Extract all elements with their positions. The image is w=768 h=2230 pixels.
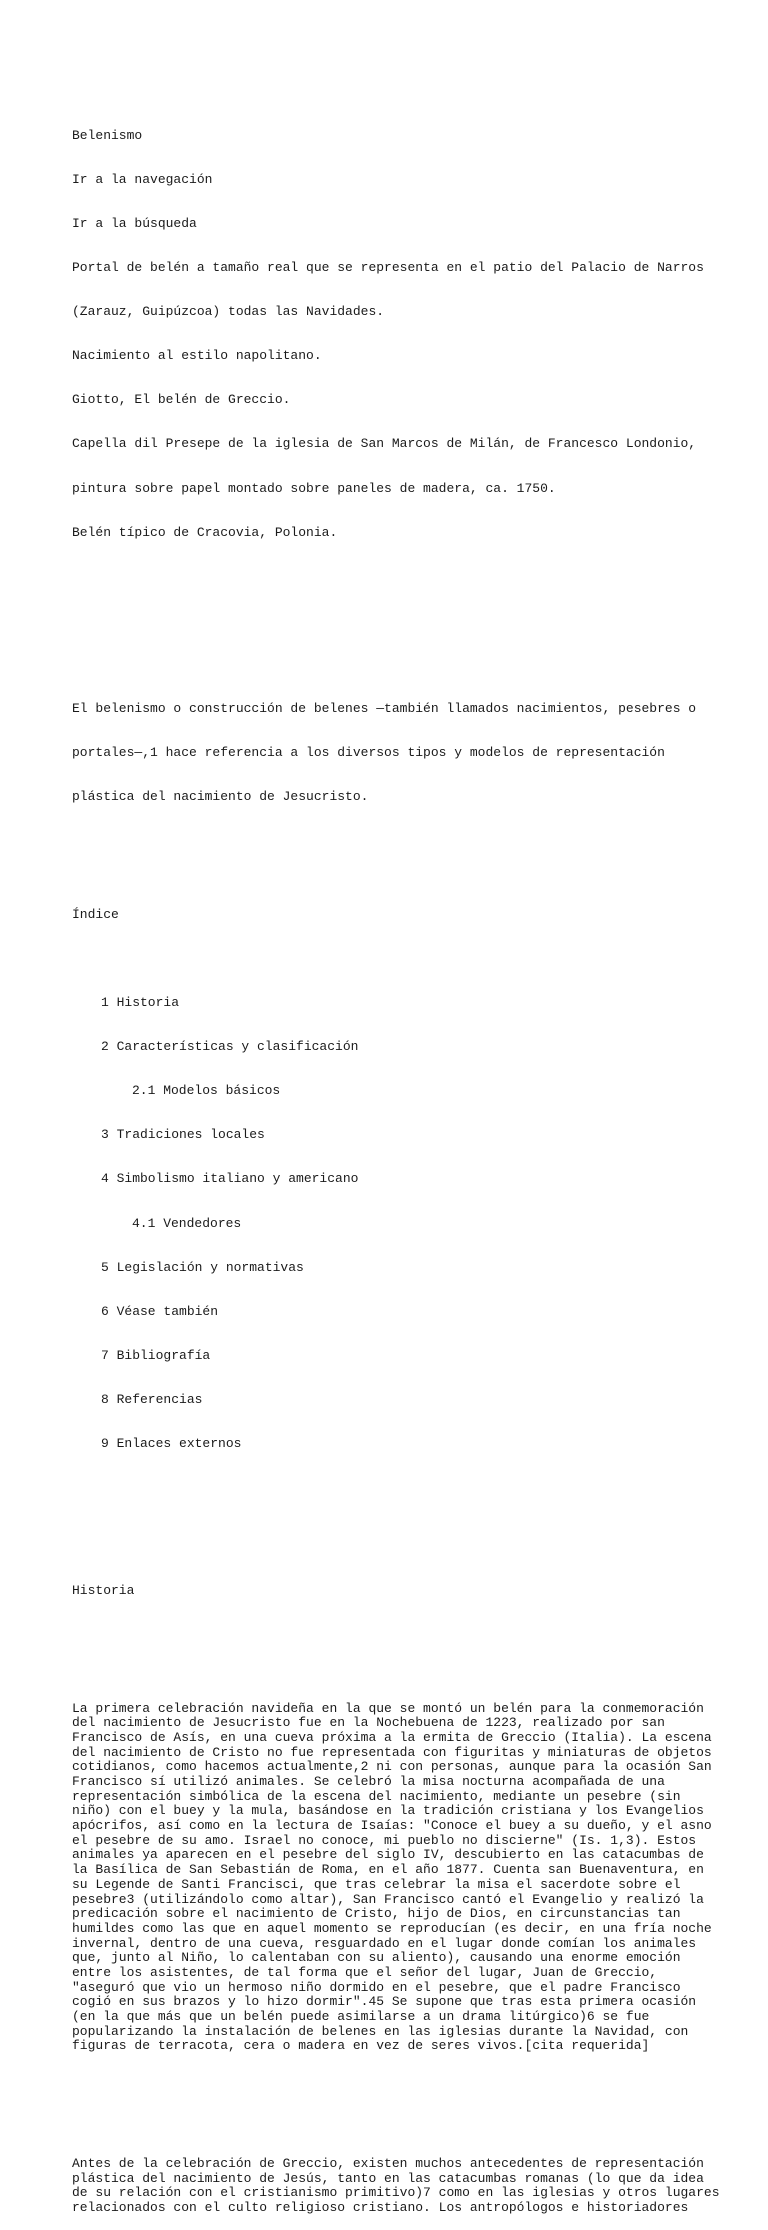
paragraph-line: portales—,1 hace referencia a los diversos tipos y modelos de representación <box>72 745 665 761</box>
toc-item-simbolismo[interactable]: 4 Simbolismo italiano y americano <box>101 1171 359 1187</box>
paragraph-line: relacionados con el culto religioso cristiano. Los antropólogos e historiadores <box>72 2200 689 2216</box>
paragraph-line: apócrifos, así como en la lectura de Isaías: "Conoce el buey a su dueño, y el asno <box>72 1818 712 1834</box>
paragraph-line: Francisco de Asís, en una cueva próxima a la ermita de Greccio (Italia). La escena <box>72 1729 712 1745</box>
image-caption-line: (Zarauz, Guipúzcoa) todas las Navidades. <box>72 304 385 320</box>
paragraph-line: figuras de terracota, cera o madera en vez de seres vivos.[cita requerida] <box>72 2038 650 2054</box>
toc-item-legislacion[interactable]: 5 Legislación y normativas <box>101 1259 304 1275</box>
toc-title: Índice <box>72 906 119 922</box>
image-caption-line: Belén típico de Cracovia, Polonia. <box>72 524 338 540</box>
article-title: Belenismo <box>72 127 143 143</box>
historia-paragraph-2 <box>72 2155 720 2216</box>
paragraph-line: "aseguró que vio un hermoso niño dormido en el pesebre, que el padre Francisco <box>72 1979 681 1995</box>
spacer <box>72 1643 712 1658</box>
historia-paragraph-1 <box>72 1702 712 2055</box>
paragraph-line: cogió en sus brazos y lo hizo dormir".45 Se supone que tras esta primera ocasión <box>72 1994 697 2010</box>
document-page <box>72 70 720 2230</box>
toc-item-enlaces-externos[interactable]: 9 Enlaces externos <box>101 1435 242 1451</box>
image-caption-line: Nacimiento al estilo napolitano. <box>72 348 322 364</box>
document-header <box>72 99 712 569</box>
skip-to-search-link[interactable]: Ir a la búsqueda <box>72 216 197 231</box>
paragraph-line: Antes de la celebración de Greccio, existen muchos antecedentes de representación <box>72 2155 704 2171</box>
toc-item-bibliografia[interactable]: 7 Bibliografía <box>101 1347 211 1363</box>
toc-item-historia[interactable]: 1 Historia <box>101 995 180 1011</box>
paragraph-line: el pesebre de su amo. Israel no conoce, mi pueblo no discierne" (Is. 1,3). Estos <box>72 1832 697 1848</box>
paragraph-line: La primera celebración navideña en la que se montó un belén para la conmemoración <box>72 1700 704 1716</box>
paragraph-line: invernal, dentro de una cueva, resguardado en el lugar donde comían los animales <box>72 1935 697 1951</box>
toc-item-vease-tambien[interactable]: 6 Véase también <box>101 1303 219 1319</box>
spacer <box>72 952 712 967</box>
toc-item-referencias[interactable]: 8 Referencias <box>101 1391 203 1407</box>
paragraph-line: plástica del nacimiento de Jesucristo. <box>72 789 369 805</box>
image-caption-line: Portal de belén a tamaño real que se representa en el patio del Palacio de Narros <box>72 260 704 276</box>
paragraph-line: pesebre3 (utilizándolo como altar), San Francisco cantó el Evangelio y realizó la <box>72 1891 704 1907</box>
toc-item-caracteristicas[interactable]: 2 Características y clasificación <box>101 1039 359 1055</box>
paragraph-line: de su relación con el cristianismo primitivo)7 como en las iglesias y otros lugares <box>72 2185 720 2201</box>
paragraph-line: niño) con el buey y la mula, basándose en la tradición cristiana y los Evangelios <box>72 1803 704 1819</box>
paragraph-line: predicación sobre el nacimiento de Cristo, hijo de Dios, en circunstancias tan <box>72 1906 681 1922</box>
image-caption-line: Giotto, El belén de Greccio. <box>72 392 291 408</box>
spacer <box>72 1525 712 1540</box>
paragraph-line: la Basílica de San Sebastián de Roma, en el año 1877. Cuenta san Buenaventura, en <box>72 1862 704 1878</box>
paragraph-line: cotidianos, como hacemos actualmente,2 ni con personas, aunque para la ocasión San <box>72 1759 712 1775</box>
table-of-contents <box>72 878 712 1481</box>
paragraph-line: representación simbólica de la escena del nacimiento, mediante un pesebre (sin <box>72 1788 681 1804</box>
image-caption-line: Capella dil Presepe de la iglesia de San Marcos de Milán, de Francesco Londonio, <box>72 436 697 452</box>
image-caption-line: pintura sobre papel montado sobre paneles de madera, ca. 1750. <box>72 480 556 496</box>
paragraph-line: animales ya aparecen en el pesebre del siglo IV, descubierto en las catacumbas de <box>72 1847 704 1863</box>
paragraph-line: su Legende de Santi Francisci, que tras celebrar la misa el sacerdote sobre el <box>72 1876 681 1892</box>
paragraph-line: del nacimiento de Cristo no fue representada con figuritas y miniaturas de objetos <box>72 1744 712 1760</box>
intro-paragraph <box>72 673 712 835</box>
paragraph-line: Francisco sí utilizó animales. Se celebró la misa nocturna acompañada de una <box>72 1774 665 1790</box>
toc-item-vendedores[interactable]: 4.1 Vendedores <box>132 1215 242 1231</box>
toc-item-modelos-basicos[interactable]: 2.1 Modelos básicos <box>132 1083 281 1099</box>
toc-item-tradiciones-locales[interactable]: 3 Tradiciones locales <box>101 1127 265 1143</box>
spacer <box>72 614 712 629</box>
paragraph-line: plástica del nacimiento de Jesús, tanto en las catacumbas romanas (lo que da idea <box>72 2170 704 2186</box>
paragraph-line: popularizando la instalación de belenes en las iglesias durante la Navidad, con <box>72 2023 689 2039</box>
paragraph-line: humildes como las que en aquel momento se reproducían (es decir, en una fría noche <box>72 1920 712 1936</box>
paragraph-line: que, junto al Niño, lo calentaban con su aliento), causando una enorme emoción <box>72 1950 681 1966</box>
paragraph-line: del nacimiento de Jesucristo fue en la Nochebuena de 1223, realizado por san <box>72 1715 665 1731</box>
paragraph-line: El belenismo o construcción de belenes —también llamados nacimientos, pesebres o <box>72 701 697 717</box>
paragraph-line: entre los asistentes, de tal forma que el señor del lugar, Juan de Greccio, <box>72 1964 658 1980</box>
section-heading-historia: Historia <box>72 1582 135 1598</box>
spacer <box>72 2098 712 2113</box>
paragraph-line: (en la que más que un belén puede asimilarse a un drama litúrgico)6 se fue <box>72 2009 650 2025</box>
skip-to-navigation-link[interactable]: Ir a la navegación <box>72 171 213 187</box>
